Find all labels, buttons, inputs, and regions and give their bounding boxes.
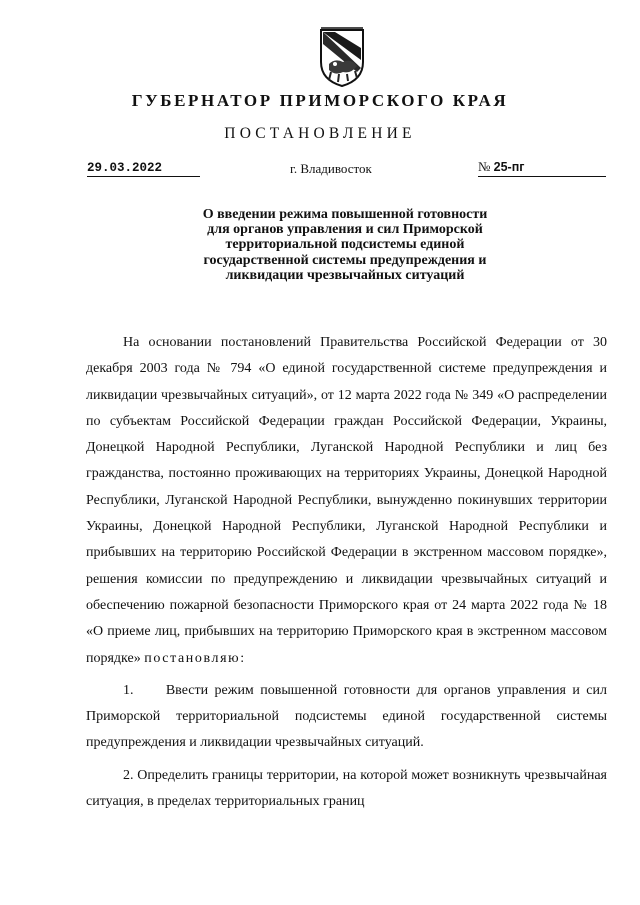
title-line: государственной системы предупреждения и [203,252,487,268]
title-line: территориальной подсистемы единой [225,237,465,253]
item-1-paragraph: 1. Ввести режим повышенной готовности для органов управления и сил Приморской территориальной подсистемы единой государственной системы предупреждения и ликвидации чрезвычайных ситуаций. [86,682,607,751]
resolve-word: постановляю: [144,650,246,666]
item-2-paragraph: 2. Определить границы территории, на которой может возникнуть чрезвычайная ситуация, в пределах территориальных границ [86,767,607,810]
governor-title: ГУБЕРНАТОР ПРИМОРСКОГО КРАЯ [131,91,509,110]
number-label: № [478,159,491,174]
title-line: О введении режима повышенной готовности [202,207,488,222]
coat-of-arms-emblem [315,24,369,88]
title-line: ликвидации чрезвычайных ситуаций [225,267,465,283]
preamble-paragraph [86,330,607,672]
document-number [478,159,606,177]
document-city: г. Владивосток [290,161,372,176]
document-title [140,207,550,283]
preamble-text: На основании постановлений Правительства Российской Федерации от 30 декабря 2003 года № 794 «О единой государственной системе предупреждения и ликвидации чрезвычайных ситуаций», от 12 марта 2022 года № 349 «О распределении по субъектам Российской Федерации граждан Российской Федерации, Украины, Донецкой Народной Республики, Луганской Народной Республики и лиц без гражданства, постоянно проживающих на территориях Украины, Донецкой Народной Республики, Луганской Народной Республики, вынужденно покинувших территории Украины, Донецкой Народной Республики, Луганской Народной Республики и прибывших на территорию Российской Федерации в экстренном массовом порядке», решения комиссии по предупреждению и ликвидации чрезвычайных ситуаций и обеспечению пожарной безопасности Приморского края от 24 марта 2022 года № 18 «О приеме лиц, прибывших на территорию Приморского края в экстренном массовом порядке» [86,335,607,666]
title-line: для органов управления и сил Приморской [207,222,483,238]
document-date: 29.03.2022 [87,161,200,177]
document-type: ПОСТАНОВЛЕНИЕ [224,125,416,142]
document-body [86,330,607,815]
number-value: 25-пг [493,160,525,174]
